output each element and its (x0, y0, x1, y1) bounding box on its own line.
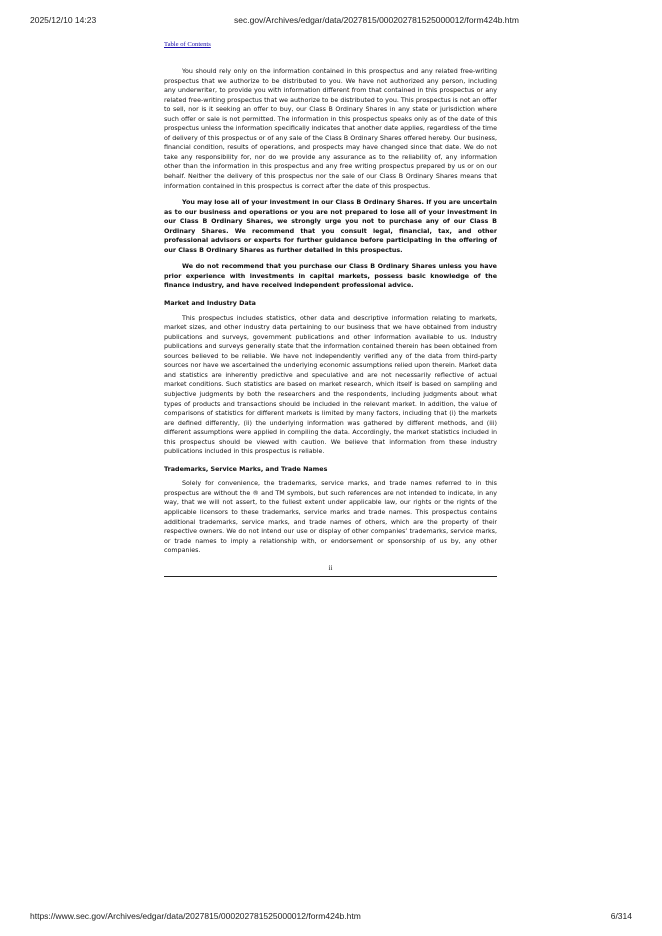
table-of-contents-link[interactable]: Table of Contents (164, 41, 211, 48)
investment-loss-warning: You may lose all of your investment in our Class B Ordinary Shares. If you are uncertain as to our business and operations or you are not prepared to lose all of your investment in our Class B Ordinary Shares, we strongly urge you not to purchase any of our Class B Ordinary Shares. We recommend that you consult legal, financial, tax, and other professional advisors or experts for further guidance before participating in the offering of our Class B Ordinary Shares as further detailed in this prospectus. (164, 199, 497, 254)
print-page-count: 6/314 (610, 911, 632, 921)
page-divider (164, 576, 497, 577)
reliance-paragraph: You should rely only on the information contained in this prospectus and any related free-writing prospectus that we authorize to be distributed to you. We have not authorized any person, including any underwriter, to provide you with information different from that contained in this prospectus or any related free-writing prospectus that we authorize to be distributed to you. This prospectus is not an offer to sell, nor is it seeking an offer to buy, our Class B Ordinary Shares in any state or jurisdiction where such offer or sale is not permitted. The information in this prospectus speaks only as of the date of this prospectus unless the information specifically indicates that another date applies, regardless of the time of delivery of this prospectus or of any sale of the Class B Ordinary Shares offered hereby. Our business, financial condition, results of operations, and prospects may have changed since that date. We do not take any responsibility for, nor do we provide any assurance as to the reliability of, any information other than the information in this prospectus and any free writing prospectus prepared by us or on our behalf. Neither the delivery of this prospectus nor the sale of our Class B Ordinary Shares means that information contained in this prospectus is correct after the date of this prospectus. (164, 68, 497, 190)
market-data-paragraph: This prospectus includes statistics, other data and descriptive information relating to markets, market sizes, and other industry data pertaining to our business that we have obtained from industry publications and surveys, government publications and other information available to us. Industry publications and surveys generally state that the information contained therein has been obtained from sources believed to be reliable. We have not independently verified any of the data from third-party sources nor have we ascertained the underlying economic assumptions relied upon therein. Market data and statistics are inherently predictive and speculative and are not necessarily reflective of actual market conditions. Such statistics are based on market research, which itself is based on sampling and subjective judgments by both the researchers and the respondents, including judgments about what types of products and transactions should be included in the relevant market. In addition, the value of comparisons of statistics for different markets is limited by many factors, including that (i) the markets are defined differently, (ii) the underlying information was gathered by different methods, and (iii) different assumptions were applied in compiling the data. Accordingly, the market statistics included in this prospectus should be viewed with caution. We believe that information from these industry publications included in this prospectus is reliable. (164, 314, 497, 456)
print-header-url: sec.gov/Archives/edgar/data/2027815/000202781525000012/form424b.htm (234, 15, 519, 25)
print-datetime: 2025/12/10 14:23 (30, 15, 97, 25)
trademarks-paragraph: Solely for convenience, the trademarks, service marks, and trade names referred to in this prospectus are without the ® and TM symbols, but such references are not intended to indicate, in any way, that we will not assert, to the fullest extent under applicable law, our rights or the rights of the applicable licensors to these trademarks, service marks and trade names. This prospectus contains additional trademarks, service marks, and trade names of others, which are the property of their respective owners. We do not intend our use or display of other companies’ trademarks, service marks, or trade names to imply a relationship with, or endorsement or sponsorship of us by, any other companies. (164, 480, 497, 555)
trademarks-heading: Trademarks, Service Marks, and Trade Names (164, 465, 328, 473)
page-number: ii (328, 563, 333, 572)
print-footer-url: https://www.sec.gov/Archives/edgar/data/2027815/000202781525000012/form424b.htm (30, 911, 361, 921)
experience-recommendation: We do not recommend that you purchase our Class B Ordinary Shares unless you have prior experience with investments in capital markets, possess basic knowledge of the finance industry, and have received independent professional advice. (164, 263, 497, 290)
print-header (30, 15, 632, 29)
document-page (164, 31, 497, 577)
market-data-heading: Market and Industry Data (164, 300, 256, 308)
print-footer (30, 911, 632, 925)
